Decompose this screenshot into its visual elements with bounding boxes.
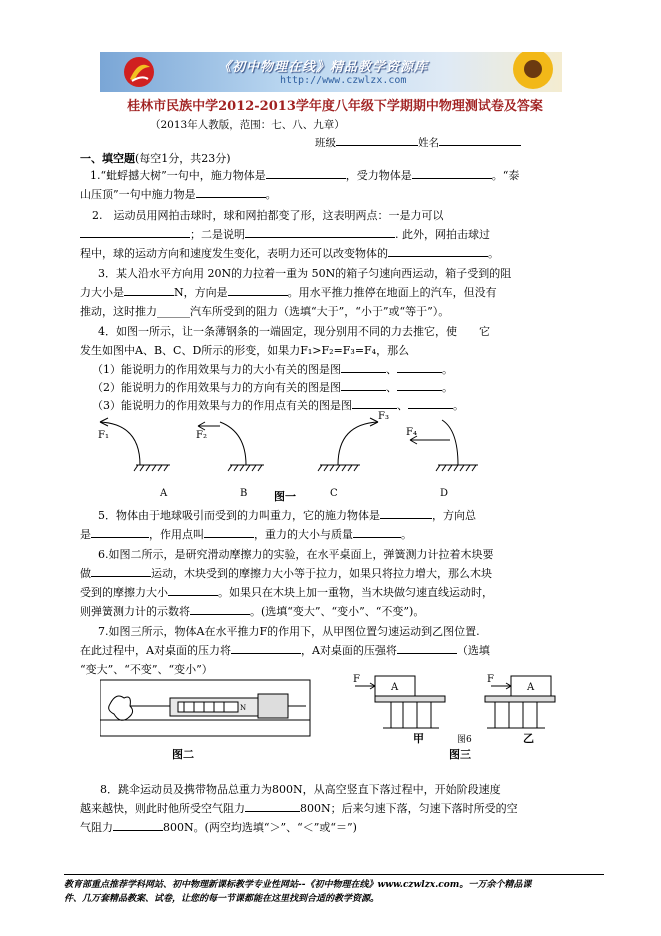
q5-text-6: 。 bbox=[401, 528, 412, 541]
figure-3-caption: 图三 bbox=[449, 748, 471, 761]
q4-blank-2 bbox=[397, 360, 442, 373]
q3-text-2: 力大小是 bbox=[80, 286, 124, 299]
class-blank bbox=[336, 133, 418, 146]
q6-text-2: 做 bbox=[80, 567, 91, 580]
question-7-line2 bbox=[80, 641, 490, 660]
footer-line-1: 教育部重点推荐学科网站、初中物理新课标教学专业性网站--《初中物理在线》www.czwlzx.com。一万余个精品课 bbox=[64, 880, 532, 890]
q7-text-1: 7.如图三所示，物体A在水平推力F的作用下，从甲图位置匀速运动到乙图位置. bbox=[98, 625, 480, 638]
force-label-yi: F bbox=[487, 674, 494, 685]
header-banner bbox=[100, 52, 562, 92]
question-8-line3 bbox=[80, 818, 357, 837]
q4-sep-1: 、 bbox=[386, 363, 397, 376]
figure-2-spring-scale bbox=[100, 672, 320, 762]
class-label: 班级 bbox=[315, 137, 336, 149]
question-2 bbox=[92, 206, 444, 225]
q4-sub1-text: （1）能说明力的作用效果与力的大小有关的图是图 bbox=[92, 363, 341, 376]
question-2-line2 bbox=[80, 225, 490, 244]
q2-text-4: 程中，球的运动方向和速度发生变化，表明力还可以改变物体的 bbox=[80, 247, 388, 260]
q2-blank-1 bbox=[80, 225, 190, 238]
question-6-line4 bbox=[80, 602, 424, 621]
q5-text-1: 5．物体由于地球吸引而受到的力叫重力，它的施力物体是 bbox=[98, 509, 380, 522]
q8-text-4: 气阻力 bbox=[80, 821, 113, 834]
q2-text-5: 。 bbox=[488, 247, 499, 260]
q6-text-5: 。如果只在木块上加一重物，当木块做匀速直线运动时， bbox=[218, 586, 493, 599]
q4-sep-3: 、 bbox=[397, 399, 408, 412]
q1-text-b: ，受力物体是 bbox=[345, 169, 412, 182]
q2-blank-2 bbox=[245, 225, 395, 238]
block-label-yi: A bbox=[527, 682, 535, 693]
q3-blank-1 bbox=[124, 283, 174, 296]
footer-line-2: 件、几万套精品教案、试卷，让您的每一节课都能在这里找到合适的教学资源。 bbox=[64, 894, 380, 904]
q2-text-2: ；二是说明 bbox=[190, 228, 245, 241]
q5-text-2: ，方向总 bbox=[432, 509, 476, 522]
force-label-f4: F₄ bbox=[406, 427, 417, 438]
q7-blank-2 bbox=[397, 641, 457, 654]
question-6 bbox=[98, 545, 494, 564]
question-7 bbox=[98, 622, 480, 641]
question-4-line2 bbox=[80, 341, 409, 360]
q4-blank-1 bbox=[341, 360, 386, 373]
q8-text-1: 8．跳伞运动员及携带物品总重力为800N，从高空竖直下落过程中，开始阶段速度 bbox=[100, 783, 501, 796]
q4-end-2: 。 bbox=[442, 381, 453, 394]
question-1-line2 bbox=[80, 185, 277, 204]
q3-text-4: 。用水平推力推停在地面上的汽车，但没有 bbox=[287, 286, 497, 299]
question-2-line3 bbox=[80, 244, 499, 263]
q7-text-3: ，A对桌面的压强将 bbox=[300, 644, 397, 657]
q8-text-2: 越来越快，则此时他所受空气阻力 bbox=[80, 802, 245, 815]
q8-blank-2 bbox=[113, 818, 163, 831]
banner-title: 《初中物理在线》精品教学资源库 bbox=[218, 60, 429, 75]
site-logo-icon bbox=[122, 55, 156, 89]
section-heading bbox=[80, 150, 231, 166]
q7-blank-1 bbox=[231, 641, 301, 654]
page-subtitle: （2013年人教版，范围：七、八、九章） bbox=[150, 119, 345, 131]
question-8 bbox=[100, 780, 501, 799]
question-5 bbox=[98, 506, 476, 525]
label-jia: 甲 bbox=[413, 732, 424, 745]
sunflower-icon bbox=[510, 52, 556, 92]
q4-sep-2: 、 bbox=[386, 381, 397, 394]
figure-letter-b: B bbox=[240, 488, 248, 499]
force-label-jia: F bbox=[353, 674, 360, 685]
q4-blank-3 bbox=[341, 378, 386, 391]
q5-text-5: ，重力的大小与质量 bbox=[254, 528, 353, 541]
q3-blank-2 bbox=[228, 283, 288, 296]
q2-blank-3 bbox=[388, 244, 488, 257]
force-label-f2: F₂ bbox=[196, 430, 207, 441]
q6-blank-2 bbox=[168, 583, 218, 596]
figure-2-caption: 图二 bbox=[172, 748, 194, 761]
figure-3-block-on-table bbox=[345, 668, 565, 768]
question-3-line3 bbox=[80, 302, 449, 321]
name-blank bbox=[439, 133, 521, 146]
footer-divider bbox=[64, 874, 604, 875]
q7-text-5: “变大”、“不变”、“变小”） bbox=[80, 663, 213, 676]
q2-text-3: . 此外，网拍击球过 bbox=[395, 228, 490, 241]
q8-blank-1 bbox=[245, 799, 300, 812]
q4-blank-4 bbox=[397, 378, 442, 391]
section-title: 一、填空题 bbox=[80, 152, 135, 165]
q1-blank-3 bbox=[196, 185, 266, 198]
q4-sub2-text: （2）能说明力的作用效果与力的方向有关的图是图 bbox=[92, 381, 341, 394]
q6-text-7: 。(选填“变大”、“变小”、“不变”)。 bbox=[250, 605, 425, 618]
question-6-line3 bbox=[80, 583, 493, 602]
q3-text-3: N，方向是 bbox=[174, 286, 228, 299]
figure-letter-c: C bbox=[330, 488, 338, 499]
q1-blank-2 bbox=[412, 166, 492, 179]
q4-text-1: 4．如图一所示，让一条薄钢条的一端固定，现分别用不同的力去推它，使 它 bbox=[98, 325, 490, 338]
page-title: 桂林市民族中学2012-2013学年度八年级下学期期中物理测试卷及答案 bbox=[127, 99, 543, 114]
label-yi: 乙 bbox=[523, 732, 534, 745]
force-label-f1: F₁ bbox=[98, 430, 109, 441]
q5-text-3: 是 bbox=[80, 528, 91, 541]
q1-text-c: 。“泰 bbox=[491, 169, 520, 182]
q6-text-6: 则弹簧测力计的示数将 bbox=[80, 605, 190, 618]
block-label-jia: A bbox=[391, 682, 399, 693]
question-4-sub1 bbox=[92, 360, 453, 379]
figure-1-steel-strips bbox=[80, 410, 520, 505]
question-4 bbox=[98, 322, 490, 341]
q6-text-3: 运动，木块受到的摩擦力大小等于拉力，如果只将拉力增大，那么木块 bbox=[151, 567, 492, 580]
question-3 bbox=[98, 264, 511, 283]
q1-text-e: 。 bbox=[265, 188, 277, 201]
q4-end-1: 。 bbox=[442, 363, 453, 376]
q7-text-4: （选填 bbox=[456, 644, 490, 657]
q4-blank-6 bbox=[408, 396, 453, 409]
q2-text-1: 2. 运动员用网拍击球时，球和网拍都变了形，这表明两点：一是力可以 bbox=[92, 209, 444, 222]
name-label: 姓名 bbox=[418, 137, 439, 149]
q1-blank-1 bbox=[266, 166, 346, 179]
q4-sub3-text: （3）能说明力的作用效果与力的作用点有关的图是图 bbox=[92, 399, 352, 412]
figure-letter-d: D bbox=[440, 488, 449, 499]
fig6-label: 图6 bbox=[457, 735, 472, 745]
page-footer bbox=[64, 878, 604, 906]
q6-blank-1 bbox=[91, 564, 151, 577]
q7-text-2: 在此过程中，A对桌面的压力将 bbox=[80, 644, 231, 657]
question-6-line2 bbox=[80, 564, 492, 583]
q1-text-a: 1.“蚍蜉撼大树”一句中，施力物体是 bbox=[90, 169, 266, 182]
q4-end-3: 。 bbox=[453, 399, 464, 412]
q4-blank-5 bbox=[352, 396, 397, 409]
q3-text-1: 3．某人沿水平方向用 20N的力拉着一重为 50N的箱子匀速向西运动，箱子受到的阻 bbox=[98, 267, 512, 280]
scale-mark: N bbox=[240, 704, 247, 712]
section-note: (每空1分，共23分) bbox=[135, 152, 231, 165]
question-8-line2 bbox=[80, 799, 518, 818]
question-5-line2 bbox=[80, 525, 412, 544]
figure-1-caption: 图一 bbox=[274, 490, 296, 503]
question-3-line2 bbox=[80, 283, 497, 302]
force-label-f3: F₃ bbox=[378, 411, 389, 422]
class-name-line bbox=[315, 133, 521, 150]
q3-text-5: 推动，这时推力______汽车所受到的阻力（选填“大于”，“小于”或“等于”）。 bbox=[80, 305, 450, 318]
q4-text-2: 发生如图中A、B、C、D所示的形变，如果力F₁>F₂=F₃=F₄，那么 bbox=[80, 344, 410, 357]
q5-blank-4 bbox=[353, 525, 401, 538]
q5-blank-2 bbox=[91, 525, 149, 538]
q5-blank-3 bbox=[204, 525, 254, 538]
q6-text-1: 6.如图二所示，是研究滑动摩擦力的实验，在水平桌面上，弹簧测力计拉着木块要 bbox=[98, 548, 494, 561]
q8-text-5: 800N。(两空均选填“＞”、“＜”或“＝”) bbox=[163, 821, 357, 834]
q5-text-4: ，作用点叫 bbox=[149, 528, 204, 541]
q1-text-d: 山压顶”一句中施力物是 bbox=[80, 188, 196, 201]
q6-text-4: 受到的摩擦力大小 bbox=[80, 586, 168, 599]
q6-blank-3 bbox=[190, 602, 250, 615]
question-1 bbox=[90, 166, 519, 185]
question-4-sub2 bbox=[92, 378, 453, 397]
figure-letter-a: A bbox=[160, 488, 168, 499]
banner-url: http://www.czwlzx.com bbox=[280, 75, 407, 86]
q8-text-3: 800N；后来匀速下落，匀速下落时所受的空 bbox=[300, 802, 518, 815]
q5-blank-1 bbox=[380, 506, 432, 519]
